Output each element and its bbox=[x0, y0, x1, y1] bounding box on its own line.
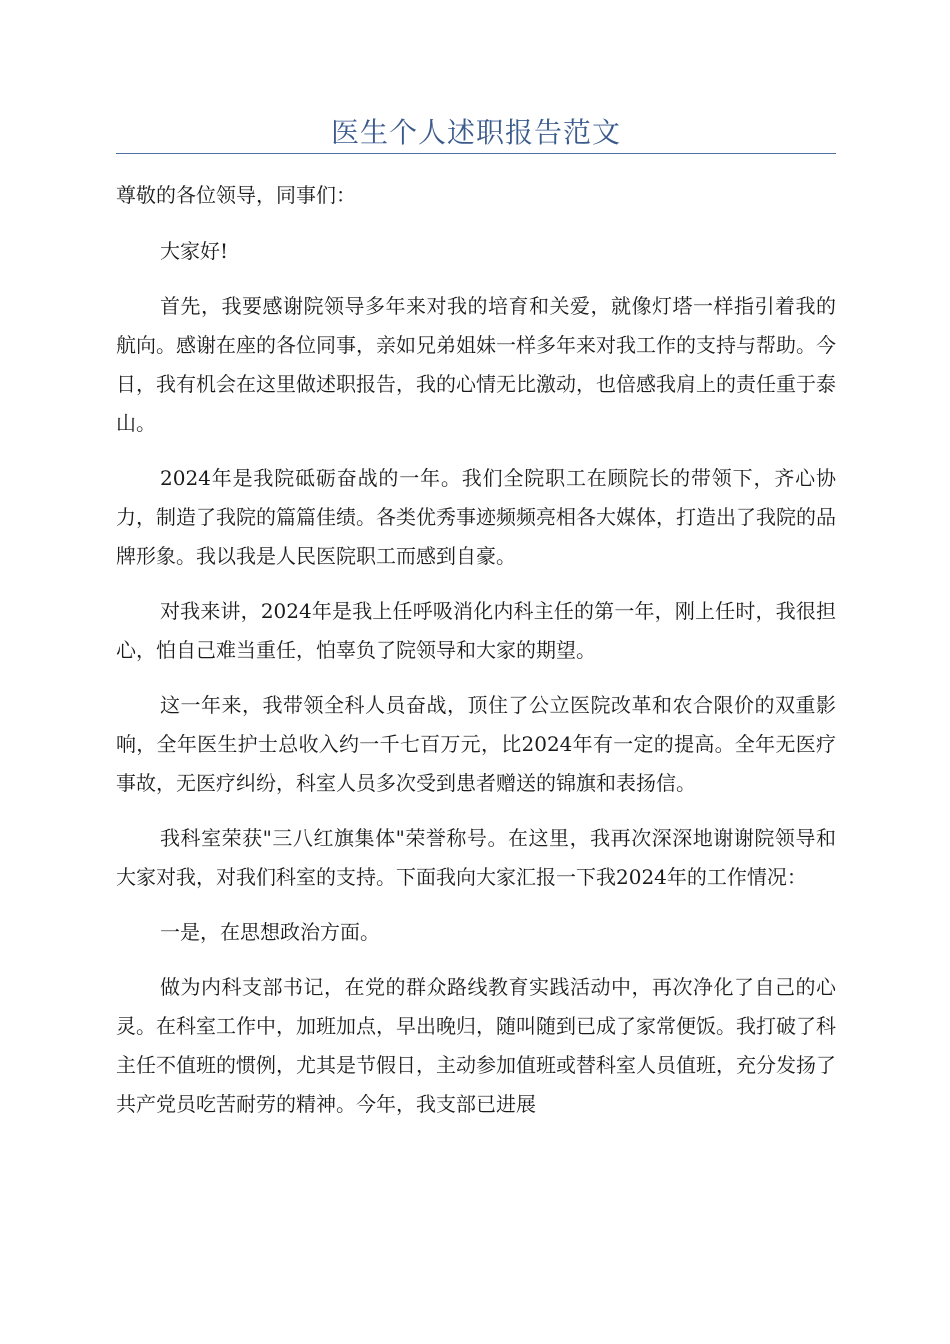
paragraph-first-year: 对我来讲，2024年是我上任呼吸消化内科主任的第一年，刚上任时，我很担心，怕自己难当重任，怕辜负了院领导和大家的期望。 bbox=[116, 599, 836, 662]
paragraph-thanks: 首先，我要感谢院领导多年来对我的培育和关爱，就像灯塔一样指引着我的航向。感谢在座的各位同事，亲如兄弟姐妹一样多年来对我工作的支持与帮助。今日，我有机会在这里做述职报告，我的心情无比激动，也倍感我肩上的责任重于泰山。 bbox=[116, 294, 836, 435]
paragraph-achievements: 这一年来，我带领全科人员奋战，顶住了公立医院改革和农合限价的双重影响，全年医生护士总收入约一千七百万元，比2024年有一定的提高。全年无医疗事故，无医疗纠纷，科室人员多次受到患者赠送的锦旗和表扬信。 bbox=[116, 693, 836, 795]
paragraph-honor: 我科室荣获"三八红旗集体"荣誉称号。在这里，我再次深深地谢谢院领导和大家对我，对我们科室的支持。下面我向大家汇报一下我2024年的工作情况： bbox=[116, 826, 836, 889]
document-body bbox=[116, 176, 836, 1124]
paragraph-greeting: 大家好! bbox=[160, 239, 229, 263]
paragraph-section-one: 一是，在思想政治方面。 bbox=[160, 920, 380, 944]
document-page bbox=[116, 0, 836, 1140]
salutation: 尊敬的各位领导，同事们： bbox=[116, 183, 356, 207]
paragraph-party-work: 做为内科支部书记，在党的群众路线教育实践活动中，再次净化了自己的心灵。在科室工作中，加班加点，早出晚归，随叫随到已成了家常便饭。我打破了科主任不值班的惯例，尤其是节假日，主动参加值班或替科室人员值班，充分发扬了共产党员吃苦耐劳的精神。今年，我支部已进展 bbox=[116, 975, 836, 1116]
document-title: 医生个人述职报告范文 bbox=[330, 116, 621, 149]
paragraph-hospital-year: 2024年是我院砥砺奋战的一年。我们全院职工在顾院长的带领下，齐心协力，制造了我院的篇篇佳绩。各类优秀事迹频频亮相各大媒体，打造出了我院的品牌形象。我以我是人民医院职工而感到自豪。 bbox=[116, 466, 836, 568]
title-underline bbox=[116, 153, 836, 154]
